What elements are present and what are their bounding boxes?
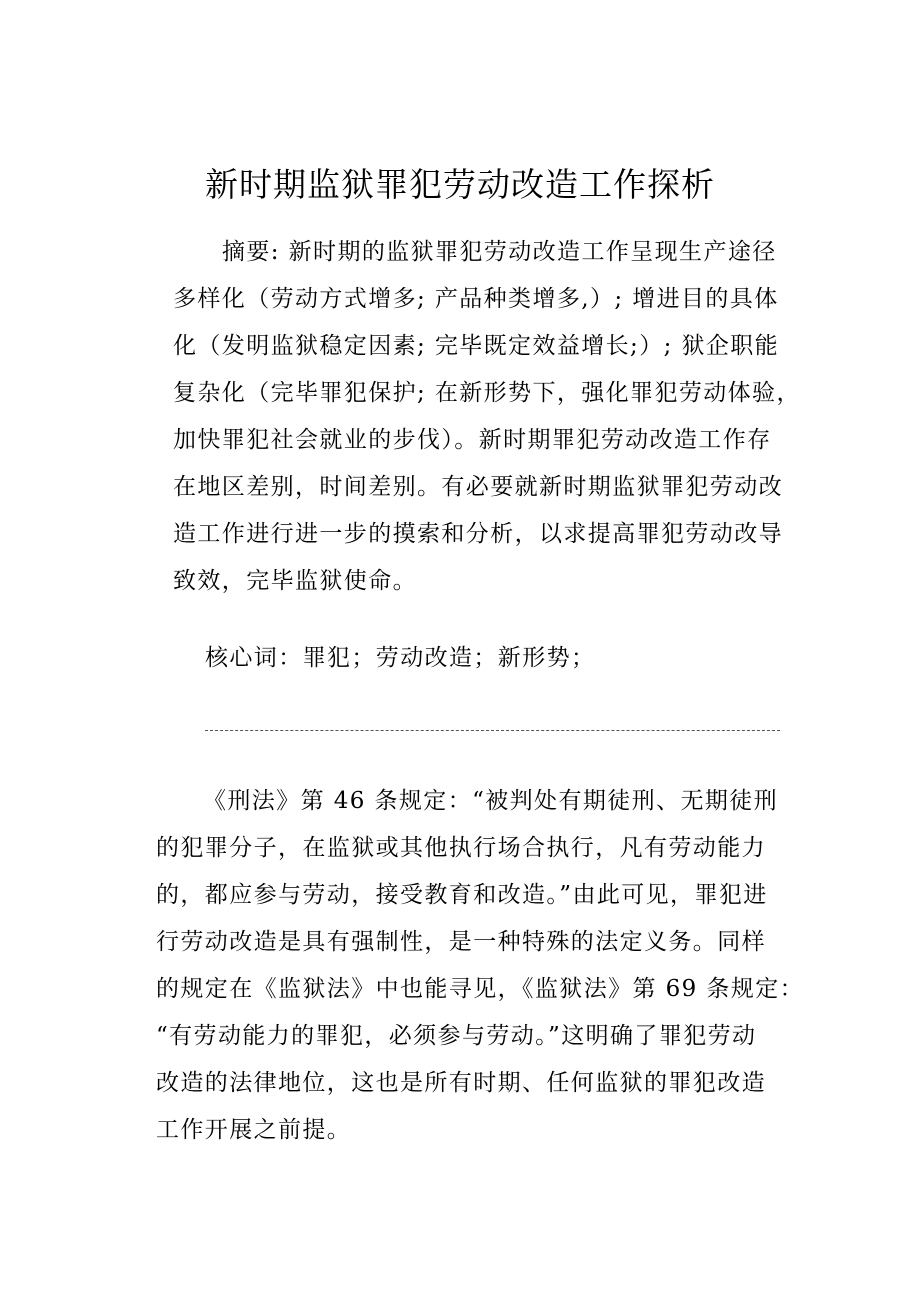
abstract-line: 多样化（劳动方式增多; 产品种类增多,）; 增进目的具体 — [173, 286, 779, 312]
body-line: 的规定在《监狱法》中也能寻见，《监狱法》第 69 条规定： — [156, 976, 804, 1002]
keywords: 核心词：罪犯；劳动改造；新形势； — [205, 645, 596, 671]
abstract-line: 在地区差别，时间差别。有必要就新时期监狱罪犯劳动改 — [173, 474, 783, 500]
abstract-line: 复杂化（完毕罪犯保护; 在新形势下，强化罪犯劳动体验， — [173, 380, 801, 406]
abstract-line: 造工作进行进一步的摸索和分析，以求提高罪犯劳动改导 — [173, 521, 783, 547]
body-line: 的犯罪分子，在监狱或其他执行场合执行，凡有劳动能力 — [156, 835, 766, 861]
body-line: 行劳动改造是具有强制性，是一种特殊的法定义务。同样 — [156, 929, 766, 955]
section-divider — [205, 730, 780, 731]
body-line: 《刑法》第 46 条规定：“被判处有期徒刑、无期徒刑 — [203, 788, 779, 814]
body-line: 改造的法律地位，这也是所有时期、任何监狱的罪犯改造 — [156, 1070, 766, 1096]
body-line: “有劳动能力的罪犯，必须参与劳动。”这明确了罪犯劳动 — [156, 1023, 757, 1049]
abstract-line: 化（发明监狱稳定因素; 完毕既定效益增长;）; 狱企职能 — [173, 333, 780, 359]
abstract-line: 加快罪犯社会就业的步伐）。新时期罪犯劳动改造工作存 — [173, 427, 772, 453]
abstract-line: 摘要: 新时期的监狱罪犯劳动改造工作呈现生产途径 — [222, 239, 777, 265]
abstract-line: 致效，完毕监狱使命。 — [173, 568, 417, 594]
document-title: 新时期监狱罪犯劳动改造工作探析 — [205, 165, 715, 204]
body-line: 工作开展之前提。 — [156, 1117, 352, 1143]
body-line: 的，都应参与劳动，接受教育和改造。”由此可见，罪犯进 — [156, 882, 768, 908]
